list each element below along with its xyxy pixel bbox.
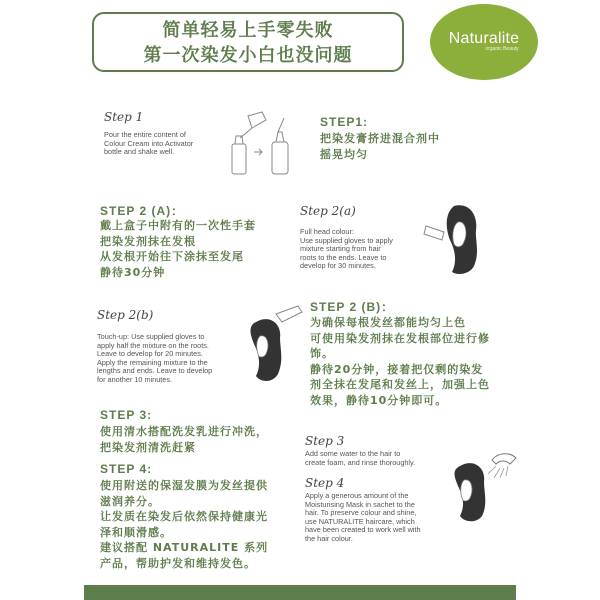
step2a-en-text bbox=[300, 228, 420, 271]
text-line: roots to the ends. Leave to bbox=[300, 252, 387, 262]
step3-en-heading: Step 3 bbox=[305, 434, 345, 448]
title-line-2: 第一次染发小白也没问题 bbox=[143, 45, 353, 66]
step3-en-text bbox=[305, 450, 450, 467]
text-line: 建议搭配 NATURALITE 系列 bbox=[100, 541, 269, 554]
text-line: 把染发剂清洗赶紧 bbox=[100, 440, 196, 454]
step2b-en-heading: Step 2(b) bbox=[97, 308, 154, 322]
text-line: Apply the remaining mixture to the bbox=[97, 357, 208, 367]
text-line: 静待20分钟，接着把仅剩的染发 bbox=[310, 362, 484, 376]
step2b-en-text bbox=[97, 333, 247, 385]
text-line: bottle and shake well. bbox=[104, 147, 175, 157]
text-line: the hair colour. bbox=[305, 533, 353, 543]
text-line: 静待30分钟 bbox=[100, 265, 166, 279]
logo-tagline: organic Beauty bbox=[485, 46, 519, 52]
step2a-zh-text bbox=[100, 218, 256, 280]
step3-zh-text bbox=[100, 424, 268, 455]
text-line: Colour Cream into Activator bbox=[104, 138, 194, 148]
text-line: use NATURALITE haircare, which bbox=[305, 516, 415, 526]
woman-applying-dye-icon bbox=[418, 200, 500, 282]
step2b-zh-heading: STEP 2 (B)： bbox=[310, 300, 395, 314]
text-line: for another 10 minutes. bbox=[97, 374, 173, 384]
text-line: 使用清水搭配洗发乳进行冲洗， bbox=[100, 425, 268, 438]
bottle-illustration-icon bbox=[226, 108, 306, 182]
text-line: 为确保每根发丝都能均匀上色 bbox=[310, 316, 466, 329]
text-line: 让发质在染发后依然保持健康光 bbox=[100, 510, 268, 523]
text-line: 滋润养分。 bbox=[100, 494, 160, 508]
step2a-en-heading: Step 2(a) bbox=[300, 204, 356, 218]
text-line: 可使用染发剂抹在发根部位进行修 bbox=[310, 331, 490, 345]
text-line: hair. To preserve colour and shine, bbox=[305, 508, 417, 518]
text-line: 从发根开始往下涂抹至发尾 bbox=[100, 250, 244, 263]
step1-en-text bbox=[104, 131, 239, 157]
logo-wordmark: Naturalite bbox=[448, 30, 520, 47]
text-line: 戴上盒子中附有的一次性手套 bbox=[100, 219, 256, 232]
text-line: Moisturising Mask in sachet to the bbox=[305, 499, 415, 509]
text-line: Add some water to the hair to bbox=[305, 449, 401, 458]
step1-zh-text bbox=[320, 131, 440, 162]
text-line: Use supplied gloves to apply bbox=[300, 235, 393, 245]
text-line: 饰。 bbox=[310, 347, 334, 360]
title-box bbox=[92, 12, 404, 72]
step2b-zh-text bbox=[310, 315, 490, 408]
text-line: apply half the mixture on the roots. bbox=[97, 340, 209, 350]
text-line: Apply a generous amount of the bbox=[305, 491, 409, 500]
step4-en-heading: Step 4 bbox=[305, 476, 345, 490]
text-line: 把染发剂抹在发根 bbox=[100, 234, 196, 248]
text-line: Pour the entire content of bbox=[104, 130, 186, 139]
step4-en-text bbox=[305, 492, 451, 544]
step4-zh-heading: STEP 4: bbox=[100, 462, 153, 476]
title-line-1: 简单轻易上手零失败 bbox=[162, 20, 334, 41]
text-line: mixture starting from hair bbox=[300, 244, 381, 254]
text-line: lengths and ends. Leave to develop bbox=[97, 366, 213, 376]
step1-zh-heading: STEP1: bbox=[320, 115, 369, 129]
text-line: 剂全抹在发尾和发丝上，加强上色 bbox=[310, 378, 490, 391]
naturalite-logo bbox=[430, 4, 538, 80]
text-line: 把染发膏挤进混合剂中 bbox=[320, 132, 440, 145]
text-line: Full head colour: bbox=[300, 227, 354, 236]
step3-zh-heading: STEP 3: bbox=[100, 408, 153, 422]
text-line: 产品，帮助护发和维持发色。 bbox=[100, 556, 256, 570]
text-line: develop for 30 minutes. bbox=[300, 261, 376, 271]
woman-rinsing-hair-icon bbox=[440, 446, 530, 526]
step4-zh-text bbox=[100, 478, 268, 571]
woman-touchup-icon bbox=[236, 304, 310, 388]
footer-bar bbox=[84, 585, 516, 600]
step1-en-heading: Step 1 bbox=[104, 110, 144, 124]
text-line: 泽和顺滑感。 bbox=[100, 525, 172, 539]
text-line: Leave to develop for 20 minutes. bbox=[97, 349, 203, 359]
text-line: Touch-up: Use supplied gloves to bbox=[97, 332, 205, 341]
text-line: create foam, and rinse thoroughly. bbox=[305, 457, 416, 467]
text-line: 效果，静待10分钟即可。 bbox=[310, 393, 448, 407]
text-line: 摇晃均匀 bbox=[320, 147, 368, 161]
step2a-zh-heading: STEP 2 (A)： bbox=[100, 204, 185, 218]
text-line: 使用附送的保湿发膜为发丝提供 bbox=[100, 479, 268, 492]
text-line: have been created to work well with bbox=[305, 525, 421, 535]
